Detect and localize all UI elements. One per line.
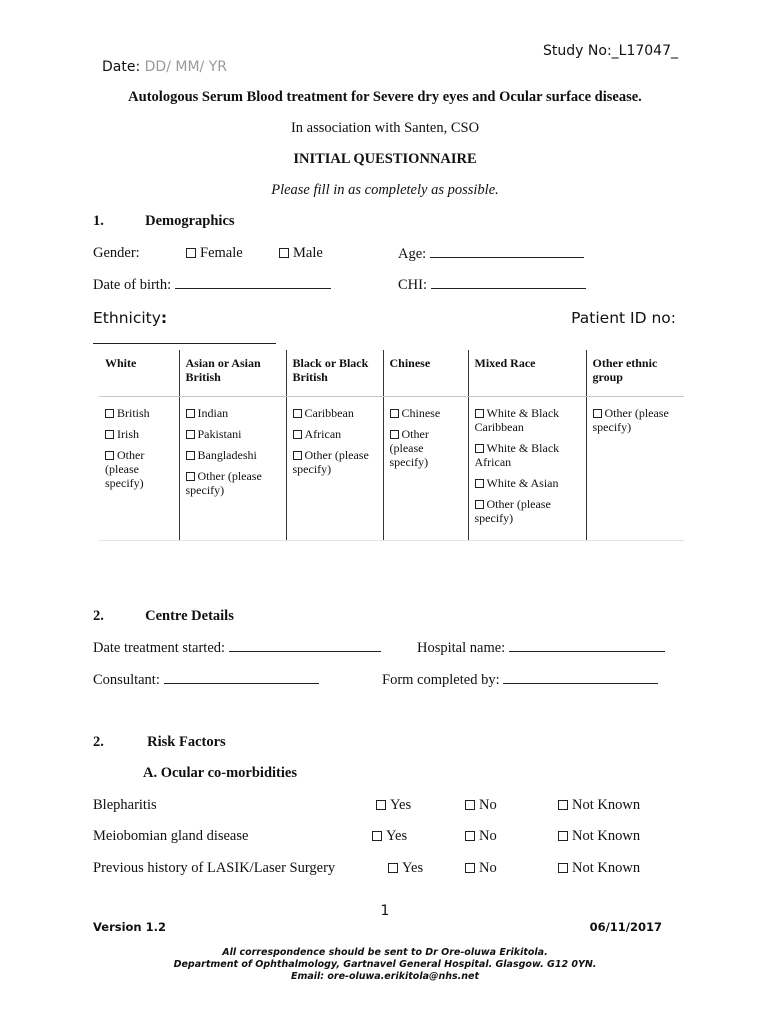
blepharitis-not-known[interactable] (558, 797, 640, 814)
female-label: Female (200, 245, 243, 261)
age-row (398, 245, 584, 263)
checkbox[interactable] (293, 409, 302, 418)
no-label: No (479, 828, 497, 844)
yes-label: Yes (386, 828, 408, 844)
option-pakistani[interactable] (186, 427, 280, 441)
consultant-label: Consultant: (93, 672, 160, 688)
mixed-options (468, 397, 586, 541)
date-started-field[interactable] (229, 639, 381, 652)
white-options (99, 397, 179, 541)
option-irish[interactable] (105, 427, 173, 441)
table-header: Asian or Asian British (179, 350, 286, 397)
contact-email: Email: ore-oluwa.erikitola@nhs.net (290, 971, 480, 982)
table-header: Chinese (383, 350, 468, 397)
risk-item-label: Meiobomian gland disease (93, 828, 249, 844)
no-label: No (479, 860, 497, 876)
table-header: White (99, 350, 179, 397)
checkbox[interactable] (475, 444, 484, 453)
study-number: Study No:_L17047_ (543, 43, 678, 59)
meibomian-no[interactable] (465, 828, 497, 845)
option-label: Chinese (401, 406, 441, 420)
option-label: British (117, 406, 150, 420)
section-title: Risk Factors (147, 734, 226, 750)
option-white-black-african[interactable] (475, 441, 580, 469)
male-label: Male (293, 245, 323, 261)
completed-by-row (382, 671, 658, 689)
checkbox[interactable] (186, 430, 195, 439)
checkbox[interactable] (465, 863, 475, 873)
checkbox[interactable] (558, 800, 568, 810)
date-label: Date: (102, 59, 141, 75)
option-british[interactable] (105, 406, 173, 420)
checkbox[interactable] (558, 831, 568, 841)
document-title: Autologous Serum Blood treatment for Severe dry eyes and Ocular surface disease. (128, 89, 642, 105)
chi-label: CHI: (398, 277, 427, 293)
option-label: Other (please specify) (389, 427, 429, 469)
checkbox[interactable] (593, 409, 602, 418)
checkbox[interactable] (186, 451, 195, 460)
table-header: Other ethnic group (586, 350, 684, 397)
option-label: Other (please specify) (105, 448, 145, 490)
option-chinese-other[interactable] (390, 427, 462, 469)
option-label: Caribbean (304, 406, 354, 420)
checkbox[interactable] (186, 409, 195, 418)
table-header: Black or Black British (286, 350, 383, 397)
ethnicity-label-text: Ethnicity (93, 309, 161, 327)
department-address: Department of Ophthalmology, Gartnavel General Hospital. Glasgow. G12 0YN. (173, 959, 597, 970)
lasik-no[interactable] (465, 860, 497, 877)
option-label: White & Black Caribbean (474, 406, 560, 434)
ethnicity-table (99, 350, 684, 541)
version-label: Version 1.2 (93, 920, 166, 934)
checkbox[interactable] (105, 451, 114, 460)
completed-by-label: Form completed by: (382, 672, 500, 688)
gender-label: Gender: (93, 245, 140, 261)
option-label: African (304, 427, 342, 441)
checkbox[interactable] (390, 430, 399, 439)
age-field[interactable] (430, 245, 584, 258)
chi-field[interactable] (431, 276, 586, 289)
section-number: 2. (93, 734, 104, 750)
ethnicity-table-header-row (99, 350, 684, 397)
dob-field[interactable] (175, 276, 331, 289)
checkbox[interactable] (465, 800, 475, 810)
gender-female-option[interactable] (186, 245, 243, 262)
checkbox[interactable] (465, 831, 475, 841)
dob-label: Date of birth: (93, 277, 172, 293)
yes-label: Yes (390, 797, 412, 813)
hospital-row (417, 639, 665, 657)
checkbox[interactable] (372, 831, 382, 841)
ethnicity-field[interactable] (93, 332, 276, 344)
checkbox[interactable] (293, 430, 302, 439)
other-options (586, 397, 684, 541)
ethnicity-table-options-row (99, 397, 684, 541)
checkbox[interactable] (475, 500, 484, 509)
no-label: No (479, 797, 497, 813)
blepharitis-no[interactable] (465, 797, 497, 814)
option-chinese[interactable] (390, 406, 462, 420)
section-title: Demographics (145, 213, 235, 229)
patient-id-label: Patient ID no: (571, 309, 676, 327)
date-input[interactable]: DD/ MM/ YR (144, 59, 227, 75)
not-known-label: Not Known (572, 797, 641, 813)
date-started-row (93, 639, 381, 657)
option-black-other[interactable] (293, 448, 377, 476)
checkbox[interactable] (105, 430, 114, 439)
date-row (102, 59, 227, 75)
page-number: 1 (380, 903, 390, 919)
male-checkbox[interactable] (279, 248, 289, 258)
meibomian-not-known[interactable] (558, 828, 640, 845)
ethnicity-colon: : (160, 309, 168, 327)
option-label: Bangladeshi (197, 448, 257, 462)
option-asian-other[interactable] (186, 469, 280, 497)
age-label: Age: (398, 246, 427, 262)
checkbox[interactable] (105, 409, 114, 418)
instruction-text: Please fill in as completely as possible. (271, 182, 499, 198)
section-demographics-heading (93, 213, 235, 230)
option-label: Other (please specify) (592, 406, 669, 434)
hospital-field[interactable] (509, 639, 665, 652)
option-caribbean[interactable] (293, 406, 377, 420)
dob-row (93, 276, 331, 294)
option-indian[interactable] (186, 406, 280, 420)
meibomian-yes[interactable] (372, 828, 407, 845)
not-known-label: Not Known (572, 860, 641, 876)
yes-label: Yes (402, 860, 424, 876)
section-number: 2. (93, 608, 104, 624)
form-title: INITIAL QUESTIONNAIRE (293, 151, 477, 167)
option-label: Other (please specify) (292, 448, 369, 476)
option-other-group[interactable] (593, 406, 679, 434)
association-line: In association with Santen, CSO (290, 120, 480, 136)
option-mixed-other[interactable] (475, 497, 580, 525)
option-bangladeshi[interactable] (186, 448, 280, 462)
checkbox[interactable] (293, 451, 302, 460)
chinese-options (383, 397, 468, 541)
checkbox[interactable] (390, 409, 399, 418)
section-risk-heading (93, 734, 226, 751)
option-white-other[interactable] (105, 448, 173, 490)
gender-male-option[interactable] (279, 245, 323, 262)
checkbox[interactable] (475, 409, 484, 418)
black-options (286, 397, 383, 541)
checkbox[interactable] (186, 472, 195, 481)
ocular-comorbidities-heading: A. Ocular co-morbidities (143, 765, 297, 781)
female-checkbox[interactable] (186, 248, 196, 258)
blepharitis-yes[interactable] (376, 797, 411, 814)
lasik-yes[interactable] (388, 860, 423, 877)
section-title: Centre Details (145, 608, 234, 624)
date-started-label: Date treatment started: (93, 640, 226, 656)
checkbox[interactable] (558, 863, 568, 873)
not-known-label: Not Known (572, 828, 641, 844)
ethnicity-label (93, 309, 167, 327)
option-label: Indian (197, 406, 229, 420)
chi-row (398, 276, 586, 294)
checkbox[interactable] (376, 800, 386, 810)
checkbox[interactable] (475, 479, 484, 488)
option-label: White & Asian (486, 476, 559, 490)
option-african[interactable] (293, 427, 377, 441)
risk-item-label: Previous history of LASIK/Laser Surgery (93, 860, 336, 876)
option-label: Other (please specify) (474, 497, 551, 525)
option-label: Pakistani (197, 427, 242, 441)
lasik-not-known[interactable] (558, 860, 640, 877)
table-header: Mixed Race (468, 350, 586, 397)
consultant-field[interactable] (164, 671, 319, 684)
section-centre-heading (93, 608, 234, 625)
option-label: White & Black African (474, 441, 560, 469)
option-white-asian[interactable] (475, 476, 580, 490)
option-label: Other (please specify) (185, 469, 262, 497)
hospital-label: Hospital name: (417, 640, 506, 656)
checkbox[interactable] (388, 863, 398, 873)
version-date: 06/11/2017 (589, 920, 662, 934)
section-number: 1. (93, 213, 104, 229)
option-white-black-caribbean[interactable] (475, 406, 580, 434)
option-label: Irish (117, 427, 139, 441)
risk-item-label: Blepharitis (93, 797, 157, 813)
consultant-row (93, 671, 319, 689)
completed-by-field[interactable] (503, 671, 658, 684)
asian-options (179, 397, 286, 541)
correspondence-line: All correspondence should be sent to Dr Ore-oluwa Erikitola. (222, 947, 548, 958)
